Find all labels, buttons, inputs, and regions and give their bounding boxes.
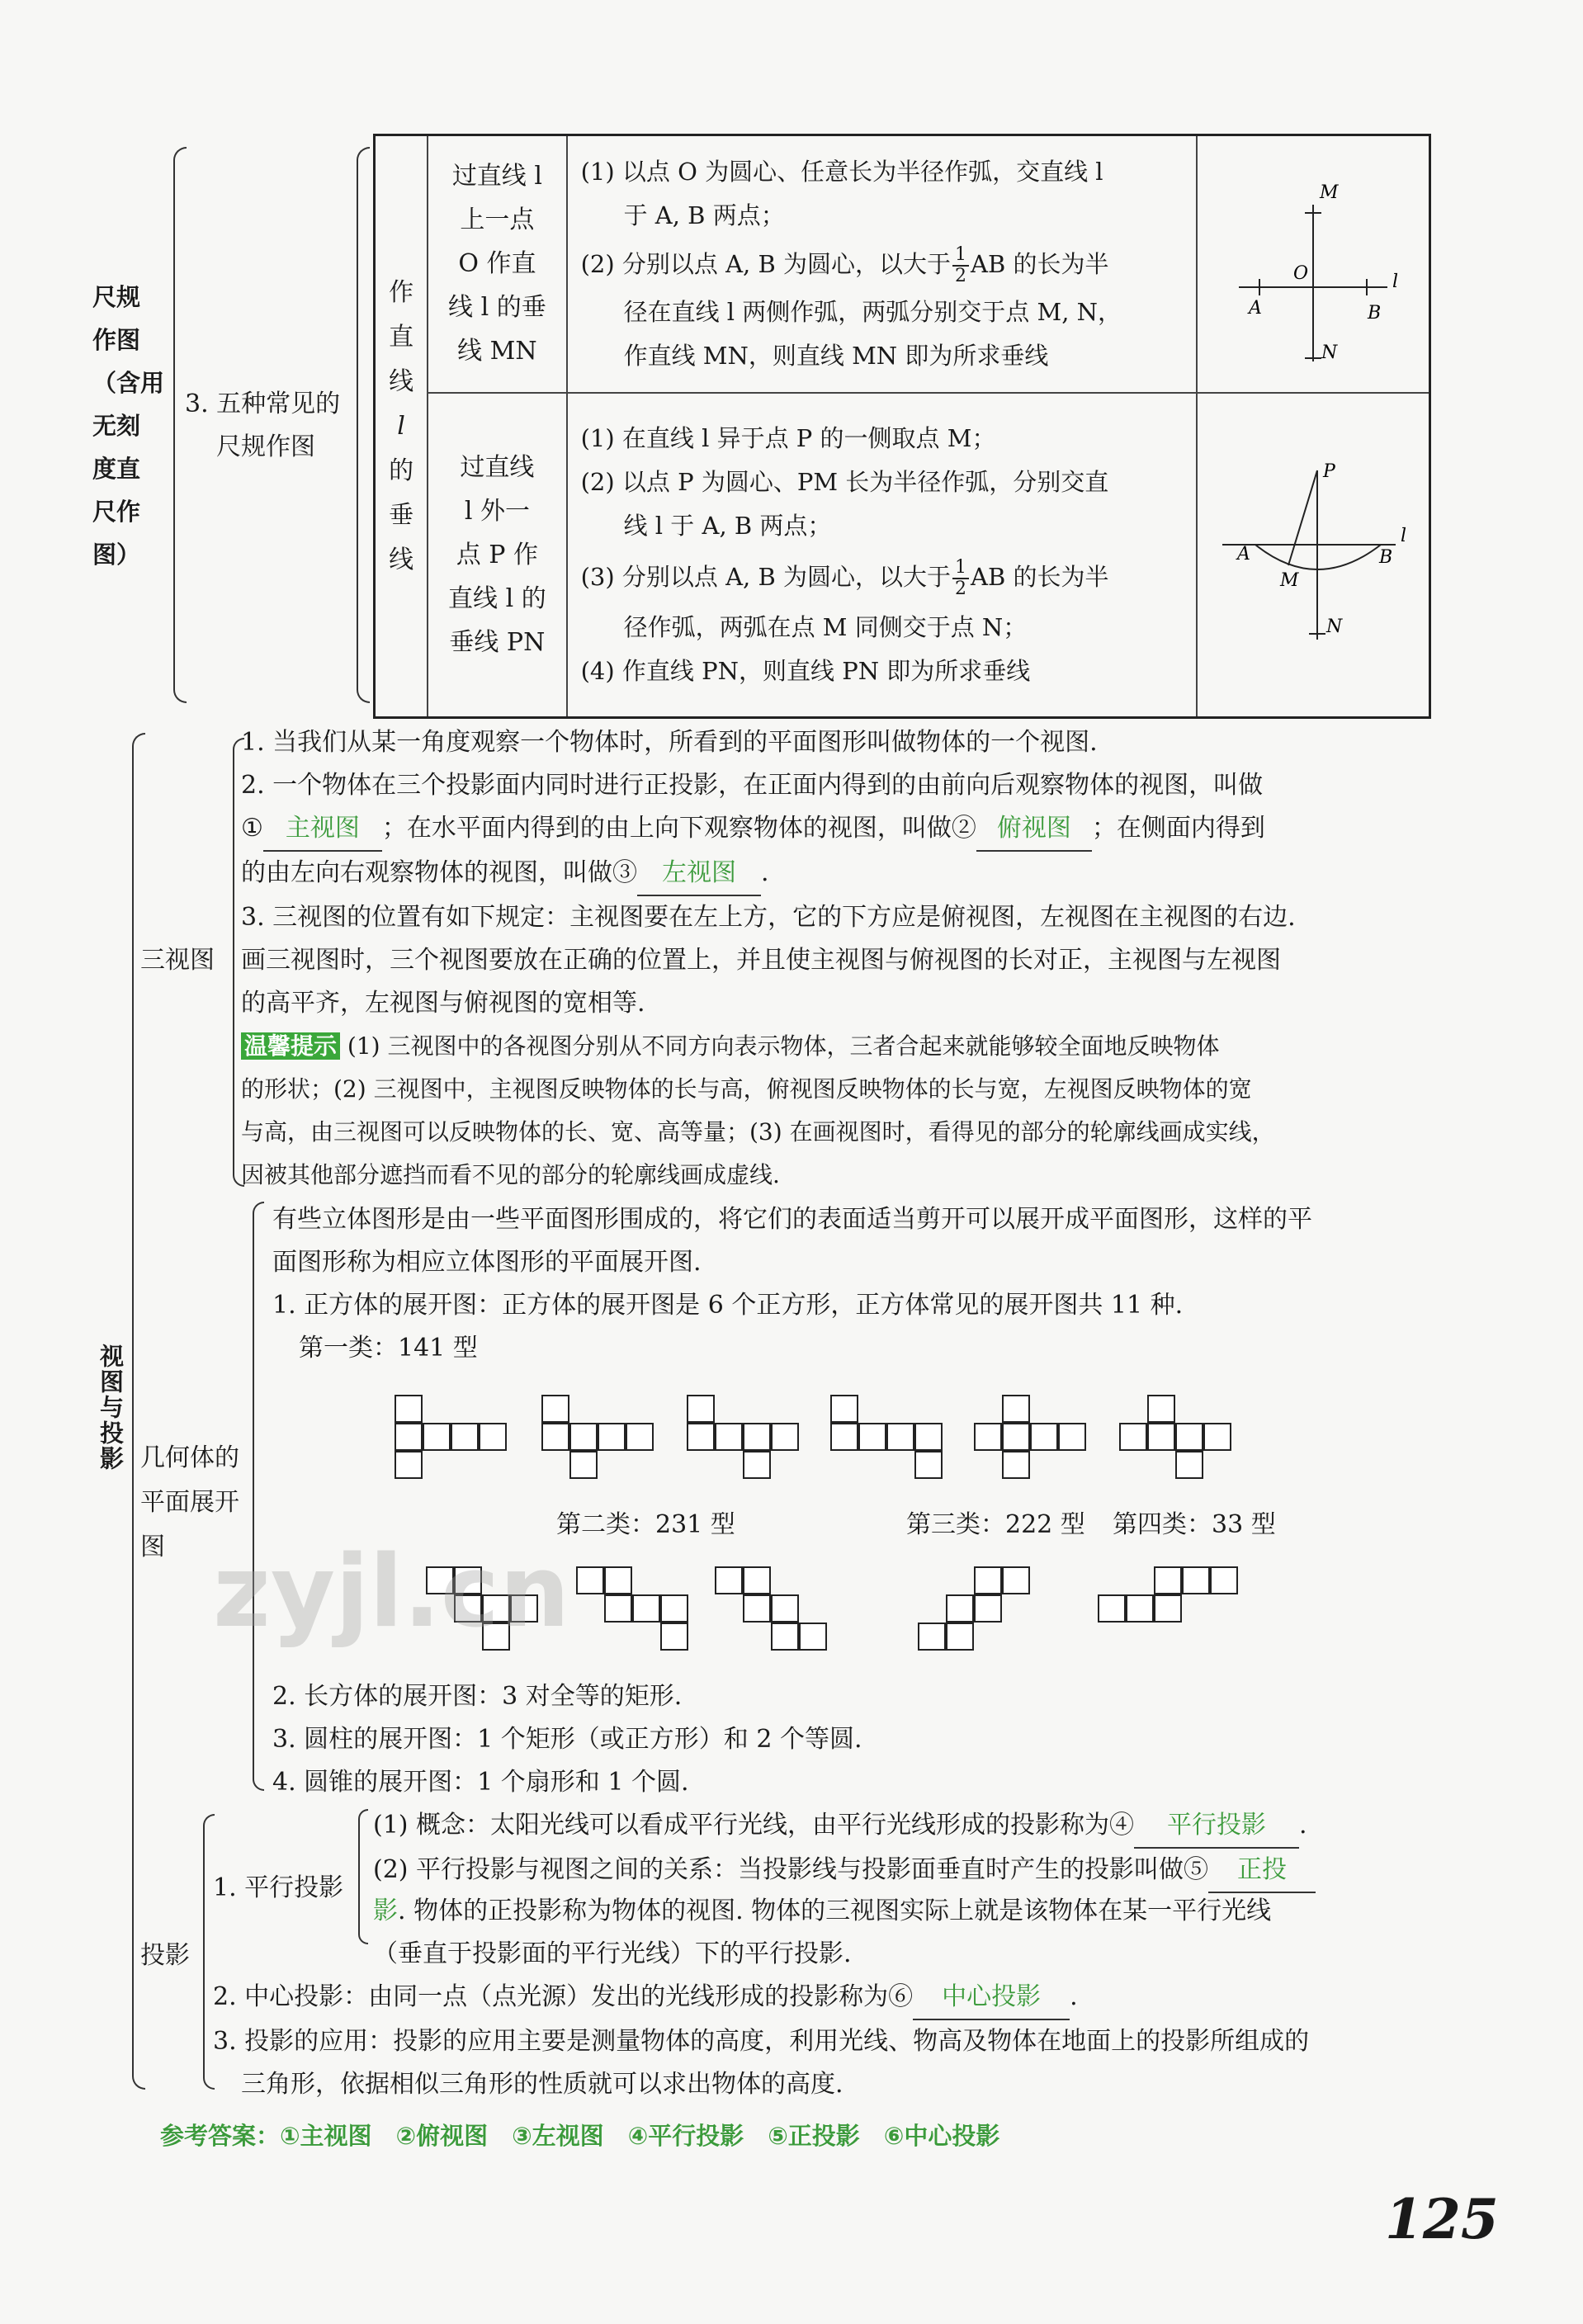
label-m: M [1280,570,1299,592]
label-l: l [1401,526,1407,547]
answer-5-continued: 影 [373,1897,398,1925]
row1-title: 过直线 l 上一点 O 作直 线 l 的垂 线 MN [428,135,566,393]
answer-6: 中心投影 [913,1976,1070,2020]
row1-figure [1197,135,1430,393]
watermark: zyjl.cn [213,1535,570,1650]
answer-5: 正投 [1208,1849,1316,1893]
segment-pm [1288,470,1317,565]
net-type-2-label: 第二类：231 型 [556,1510,735,1539]
label-a: A [1249,297,1262,319]
row2-steps: (1) 在直线 l 异于点 P 的一侧取点 M； (2) 以点 P 为圆心、PM 长为半径作弧，分别交直 线 l 于 A, B 两点； (3) 分别以点 A, B 为圆心，以大于 $\frac{1}{2}$ AB 的长为半 径作弧，两弧在点 M 同侧交于点 N； (4) 作直线 PN，则直线 PN 即为所求垂线 [567,393,1197,718]
label-l: l [1392,271,1399,292]
net-type-4-label: 第四类：33 型 [1113,1510,1276,1539]
brace-nets [253,1202,264,1791]
label-n: N [1321,342,1338,361]
three-views-label: 三视图 [140,946,215,975]
label-n: N [1326,616,1343,638]
net-type-3-label: 第三类：222 型 [906,1510,1085,1539]
construction-branch-label: 3. 五种常见的 尺规作图 [185,390,341,461]
views-projection-heading: 视图与投影 [97,1344,125,1471]
perpendicular-vertical-label: 作 直 线 l 的 垂 线 [375,135,428,718]
brace-construction [357,147,370,703]
nets-other-solids: 2. 长方体的展开图：3 对全等的矩形. 3. 圆柱的展开图：1 个矩形（或正方形）和 2 个等圆. 4. 圆锥的展开图：1 个扇形和 1 个圆. [272,1682,862,1797]
brace-parallel [358,1809,368,1944]
three-views-content: 1. 当我们从某一角度观察一个物体时，所看到的平面图形叫做物体的一个视图. 2. 一个物体在三个投影面内同时进行正投影，在正面内得到的由前向后观察物体的视图，叫做 ① 主视图 ；在水平面内得到的由上向下观察物体的视图，叫做② 俯视图 ；在侧面内得到 的由左向右观察物体的视图，叫做③ 左视图 . 3. 三视图的位置有如下规定：主视图要在左上方，它的下方应是俯视图，左视图在主视图的右边. 画三视图时，三个视图要放在正确的位置上，并且使主视图与俯视图的长对正，主视图与左视图 的高平齐，左视图与俯视图的宽相等. 温馨提示 (1) 三视图中的各视图分别从不同方向表示物体，三者合起来就能够较全面地反映物体 的形状；(2) 三视图中，主视图反映物体的长与高，俯视图反映物体的长与宽，左视图反映物体的宽 与高，由三视图可以反映物体的长、宽、高等量；(3) 在画视图时，看得见的部分的轮廓线画成实线， 因被其他部分遮挡而看不见的部分的轮廓线画成虚线. [241,728,1296,1188]
ruler-compass-heading: 尺规 作图 （含用 无刻 度直 尺作 图） [92,283,165,569]
label-b: B [1368,302,1382,324]
page-number: 125 [1385,2187,1499,2251]
row2-figure [1197,393,1430,718]
label-p: P [1323,461,1335,483]
answer-2: 俯视图 [976,807,1092,852]
parallel-projection-label: 1. 平行投影 [213,1873,344,1902]
projection-other: 2. 中心投影：由同一点（点光源）发出的光线形成的投影称为⑥ 中心投影 . 3. 投影的应用：投影的应用主要是测量物体的高度，利用光线、物高及物体在地面上的投影所组成的 三角形，依据相似三角形的性质就可以求出物体的高度. [213,1976,1309,2106]
answer-1: 主视图 [263,807,382,852]
nets-label: 几何体的 平面展开 图 [140,1443,239,1561]
perpendicular-from-point-diagram [1198,429,1429,677]
brace-views [132,733,145,2090]
nets-intro: 有些立体图形是由一些平面图形围成的，将它们的表面适当剪开可以展开成平面图形，这样的平 面图形称为相应立体图形的平面展开图. 1. 正方体的展开图：正方体的展开图是 6 个正方形，正方体常见的展开图共 11 种. 第一类：141 型 [272,1205,1312,1363]
answer-4: 平行投影 [1134,1804,1299,1849]
row1-steps: (1) 以点 O 为圆心、任意长为半径作弧，交直线 l 于 A, B 两点； (2) 分别以点 A, B 为圆心，以大于 $\frac{1}{2}$ AB 的长为半 径在直线 l 两侧作弧，两弧分别交于点 M, N， 作直线 MN，则直线 MN 即为所求垂线 [567,135,1197,393]
label-a: A [1237,544,1250,565]
label-o: O [1293,262,1309,284]
perpendicular-through-point-diagram [1198,163,1429,361]
construction-table [373,134,1431,719]
answer-3: 左视图 [637,852,761,896]
parallel-projection-content-2: 影. 物体的正投影称为物体的视图. 物体的三视图实际上就是该物体在某一平行光线 （垂直于投影面的平行光线）下的平行投影. [373,1897,1272,1968]
projection-label: 投影 [140,1941,190,1970]
answer-key: 参考答案：①主视图 ②俯视图 ③左视图 ④平行投影 ⑤正投影 ⑥中心投影 [160,2122,1000,2150]
label-b: B [1379,547,1393,569]
parallel-projection-content: (1) 概念：太阳光线可以看成平行光线，由平行光线形成的投影称为④ 平行投影 . (2) 平行投影与视图之间的关系：当投影线与投影面垂直时产生的投影叫做⑤ 正投 [373,1804,1316,1893]
label-m: M [1320,182,1339,203]
tip-badge: 温馨提示 [241,1032,340,1060]
row2-title: 过直线 l 外一 点 P 作 直线 l 的 垂线 PN [428,393,566,718]
